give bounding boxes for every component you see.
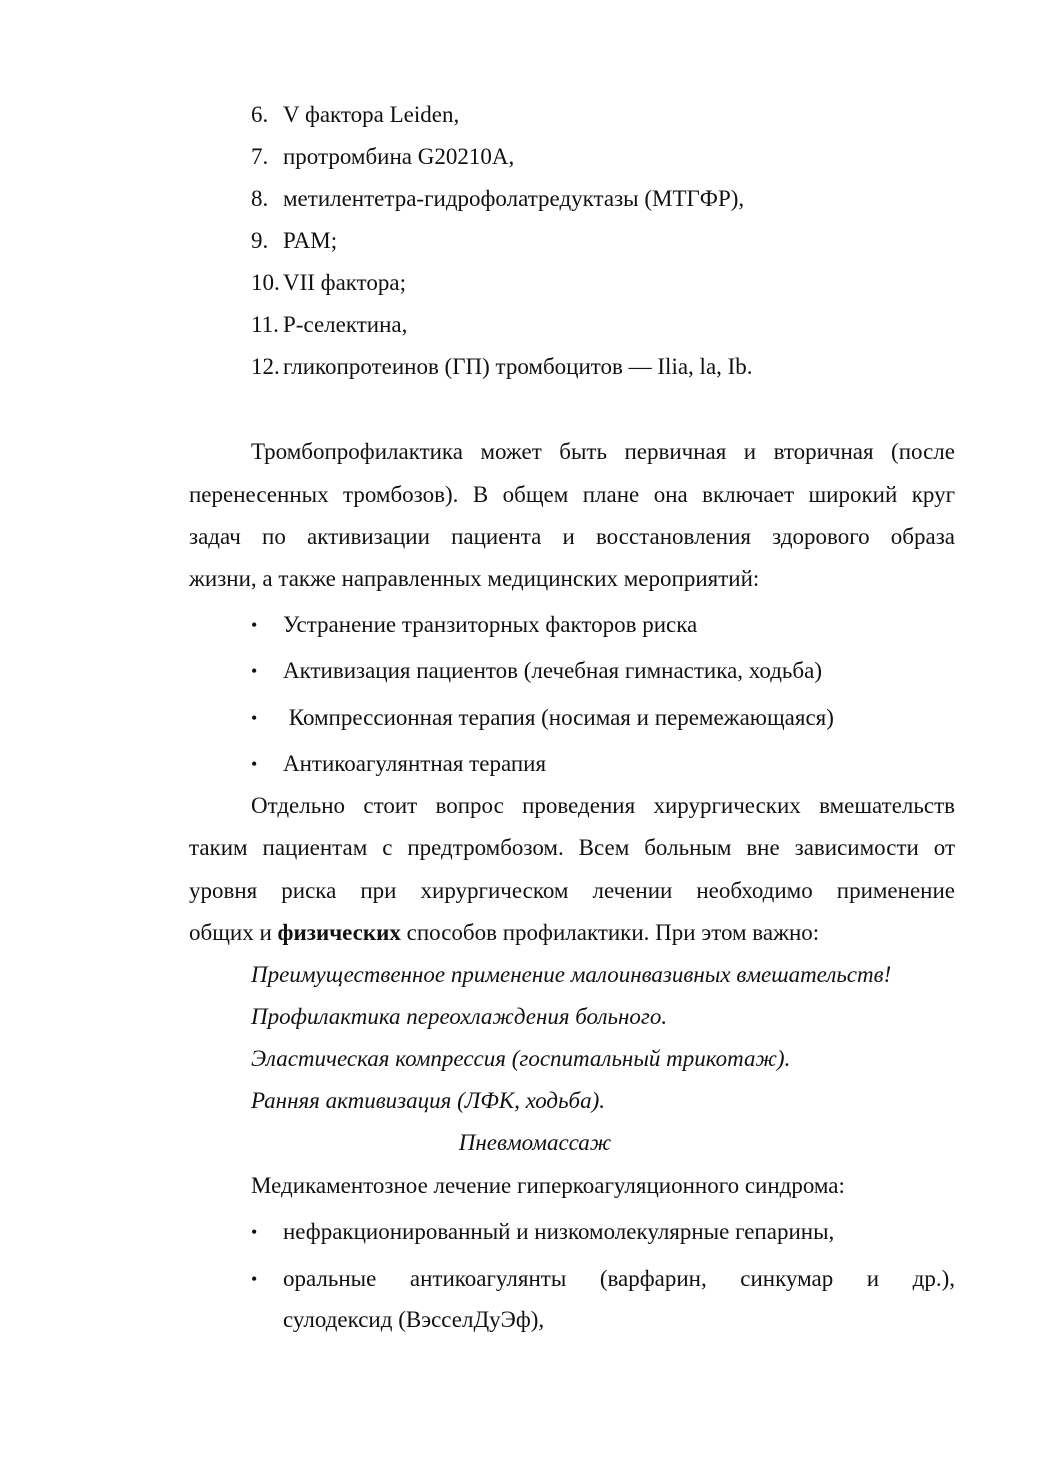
bullet-symbol: •: [251, 754, 258, 774]
bullet-symbol: •: [251, 615, 258, 635]
italic-item: Эластическая компрессия (госпитальный трикотаж).: [251, 1046, 791, 1071]
list-item: [251, 100, 459, 130]
list-item-number: 10.: [251, 270, 280, 295]
list-item-number: 6.: [251, 102, 269, 127]
list-item-number: 7.: [251, 144, 269, 169]
list-item-text: V фактора Leiden,: [283, 102, 460, 127]
list-item-number: 11.: [251, 312, 279, 337]
text-run: общих и: [189, 920, 278, 945]
paragraph-line: таким пациентам с предтромбозом. Всем больным вне зависимости от: [189, 835, 955, 860]
paragraph-line: задач по активизации пациента и восстановления здорового образа: [189, 524, 955, 549]
list-item-text: VII фактора;: [283, 270, 407, 295]
paragraph-line: уровня риска при хирургическом лечении необходимо применение: [189, 878, 955, 903]
italic-item: Ранняя активизация (ЛФК, ходьба).: [251, 1088, 606, 1113]
bullet-text: нефракционированный и низкомолекулярные гепарины,: [283, 1219, 835, 1244]
list-item: [251, 268, 406, 298]
list-item-text: гликопротеинов (ГП) тромбоцитов — Ilia, la, Ib.: [283, 354, 753, 379]
centered-italic-item: Пневмомассаж: [458, 1130, 612, 1155]
list-item: [251, 310, 407, 340]
bullet-symbol: •: [251, 1269, 258, 1289]
medication-heading: Медикаментозное лечение гиперкоагуляционного синдрома:: [251, 1173, 845, 1198]
bullet-symbol: •: [251, 708, 258, 728]
italic-item: Преимущественное применение малоинвазивных вмешательств!: [251, 962, 892, 987]
list-item: [251, 352, 753, 382]
text-run: способов профилактики. При этом важно:: [400, 920, 820, 945]
bullet-item: [251, 610, 697, 640]
list-item: [251, 184, 744, 214]
bullet-text: Компрессионная терапия (носимая и перемежающаяся): [283, 705, 834, 730]
list-item-text: Р-селектина,: [283, 312, 408, 337]
paragraph-line: Отдельно стоит вопрос проведения хирургических вмешательств: [251, 793, 955, 818]
paragraph-line: жизни, а также направленных медицинских мероприятий:: [189, 566, 760, 591]
list-item-text: PAM;: [283, 228, 338, 253]
bullet-continuation: сулодексид (ВэсселДуЭф),: [283, 1307, 545, 1332]
paragraph-line: [189, 918, 819, 948]
bold-text-run: физических: [277, 920, 401, 945]
bullet-text: оральные антикоагулянты (варфарин, синкумар и др.),: [283, 1266, 955, 1291]
list-item: [251, 226, 337, 256]
list-item-number: 12.: [251, 354, 280, 379]
bullet-text: Активизация пациентов (лечебная гимнастика, ходьба): [283, 658, 822, 683]
list-item-text: метилентетра-гидрофолатредуктазы (МТГФР),: [283, 186, 745, 211]
bullet-item: [251, 749, 546, 779]
paragraph-line: Тромбопрофилактика может быть первичная и вторичная (после: [251, 439, 955, 464]
bullet-symbol: •: [251, 661, 258, 681]
list-item-number: 9.: [251, 228, 269, 253]
bullet-symbol: •: [251, 1222, 258, 1242]
bullet-item: [251, 1264, 955, 1294]
list-item-number: 8.: [251, 186, 269, 211]
list-item-text: протромбина G20210A,: [283, 144, 515, 169]
bullet-text: Устранение транзиторных факторов риска: [283, 612, 698, 637]
bullet-item: [251, 656, 822, 686]
italic-item: Профилактика переохлаждения больного.: [251, 1004, 668, 1029]
paragraph-line: перенесенных тромбозов). В общем плане она включает широкий круг: [189, 482, 955, 507]
bullet-item: [251, 1217, 834, 1247]
bullet-item: [251, 703, 834, 733]
list-item: [251, 142, 514, 172]
bullet-text: Антикоагулянтная терапия: [283, 751, 547, 776]
